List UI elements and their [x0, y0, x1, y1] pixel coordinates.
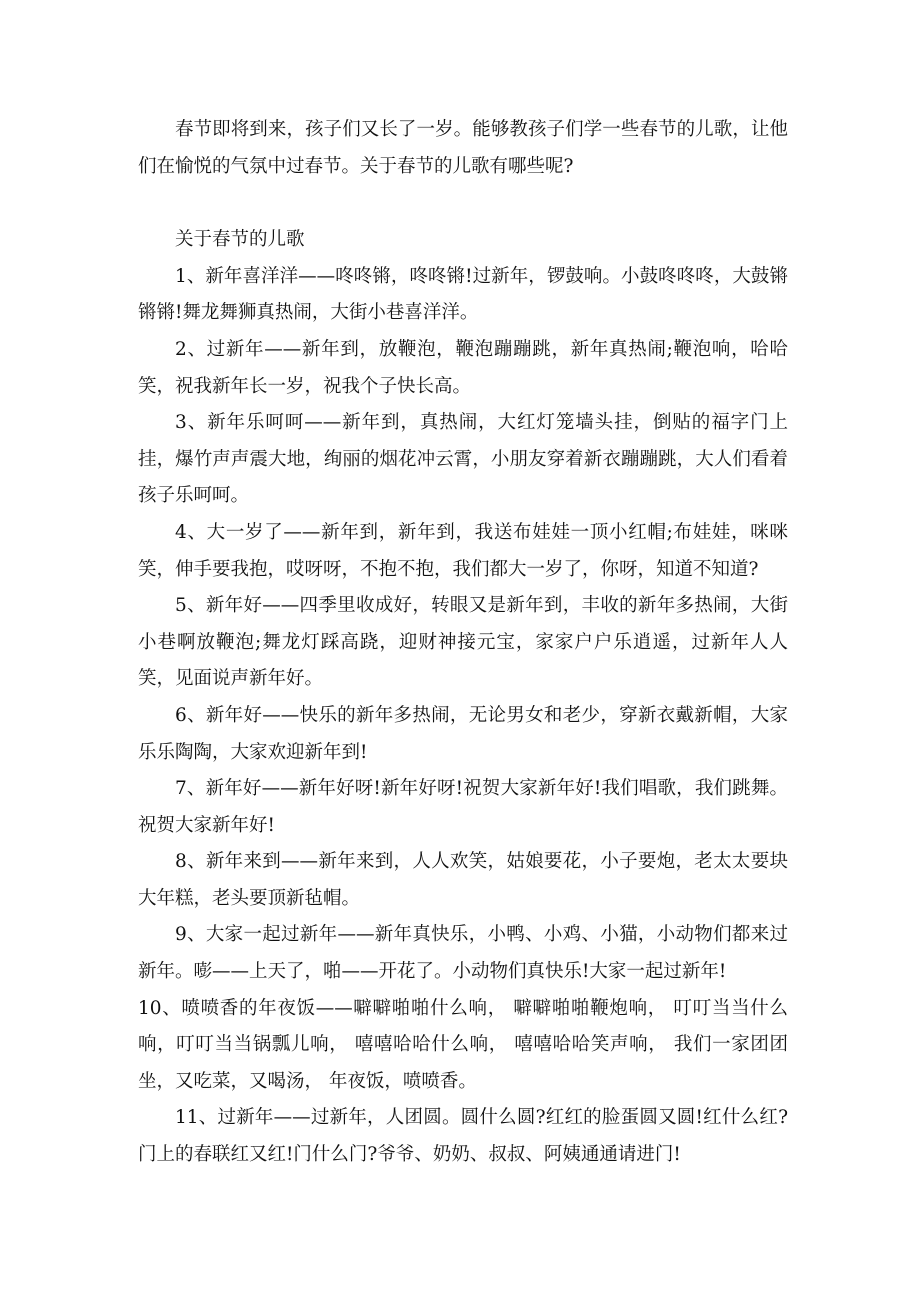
song-8: 8、新年来到——新年来到，人人欢笑，姑娘要花，小子要炮，老太太要块大年糕，老头要顶新毡帽。 [138, 851, 788, 909]
song-10: 10、喷喷香的年夜饭——噼噼啪啪什么响， 噼噼啪啪鞭炮响， 叮叮当当什么响，叮叮当当锅瓢儿响， 嘻嘻哈哈什么响， 嘻嘻哈哈笑声响， 我们一家团团坐，又吃菜，又喝汤， 年夜饭，喷喷香。 [138, 997, 788, 1092]
song-7: 7、新年好——新年好呀!新年好呀!祝贺大家新年好!我们唱歌，我们跳舞。祝贺大家新年好! [138, 778, 788, 836]
song-4: 4、大一岁了——新年到，新年到，我送布娃娃一顶小红帽;布娃娃，咪咪笑，伸手要我抱，哎呀呀，不抱不抱，我们都大一岁了，你呀，知道不知道? [138, 521, 788, 580]
section-title: 关于春节的儿歌 [175, 229, 305, 251]
song-2: 2、过新年——新年到，放鞭泡，鞭泡蹦蹦跳，新年真热闹;鞭泡响，哈哈笑，祝我新年长一岁，祝我个子快长高。 [138, 338, 788, 397]
song-1: 1、新年喜洋洋——咚咚锵，咚咚锵!过新年，锣鼓响。小鼓咚咚咚，大鼓锵锵锵!舞龙舞狮真热闹，大街小巷喜洋洋。 [138, 265, 788, 324]
song-3: 3、新年乐呵呵——新年到，真热闹，大红灯笼墙头挂，倒贴的福字门上挂，爆竹声声震大地，绚丽的烟花冲云霄，小朋友穿着新衣蹦蹦跳，大人们看着孩子乐呵呵。 [138, 412, 788, 507]
intro-paragraph: 春节即将到来，孩子们又长了一岁。能够教孩子们学一些春节的儿歌，让他们在愉悦的气氛中过春节。关于春节的儿歌有哪些呢? [138, 119, 788, 177]
document-page [138, 112, 788, 1174]
song-6: 6、新年好——快乐的新年多热闹，无论男女和老少，穿新衣戴新帽，大家乐乐陶陶，大家欢迎新年到! [138, 704, 788, 763]
song-9: 9、大家一起过新年——新年真快乐，小鸭、小鸡、小猫，小动物们都来过新年。嘭——上天了，啪——开花了。小动物们真快乐!大家一起过新年! [138, 924, 788, 983]
song-11: 11、过新年——过新年，人团圆。圆什么圆?红红的脸蛋圆又圆!红什么红?门上的春联红又红!门什么门?爷爷、奶奶、叔叔、阿姨通通请进门! [138, 1107, 788, 1166]
song-5: 5、新年好——四季里收成好，转眼又是新年到，丰收的新年多热闹，大街小巷啊放鞭泡;舞龙灯踩高跷，迎财神接元宝，家家户户乐逍遥，过新年人人笑，见面说声新年好。 [138, 595, 788, 690]
